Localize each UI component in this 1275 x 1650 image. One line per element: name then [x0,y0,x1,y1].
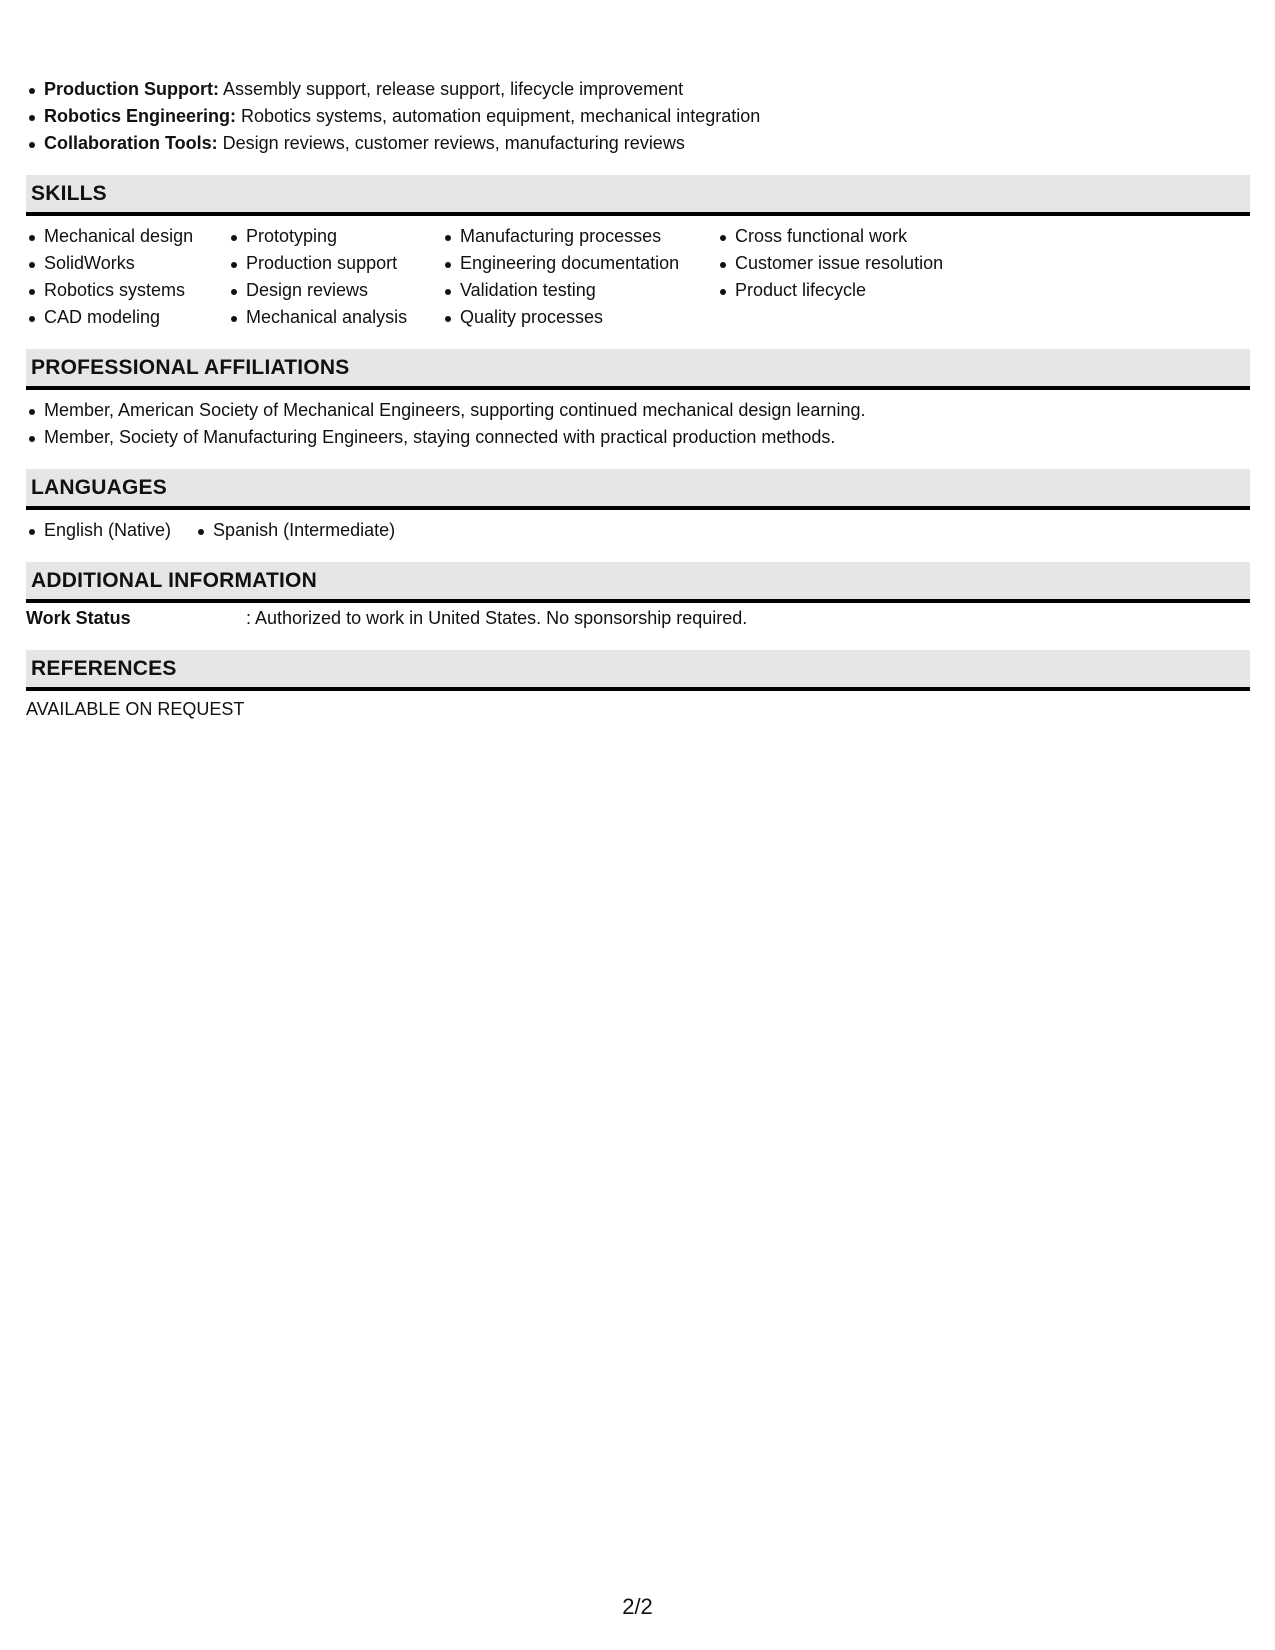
references-text: AVAILABLE ON REQUEST [26,699,245,719]
list-item [26,76,1250,103]
bullet-label: Collaboration Tools: [44,133,218,153]
list-item: Member, American Society of Mechanical Engineers, supporting continued mechanical design learning. [26,397,1250,424]
skills-column [26,223,228,331]
list-item: Customer issue resolution [717,250,1017,277]
list-item: Robotics systems [26,277,228,304]
list-item: Member, Society of Manufacturing Engineers, staying connected with practical production methods. [26,424,1250,451]
list-item: Engineering documentation [442,250,717,277]
skills-grid [26,216,1250,331]
skills-column [717,223,1017,331]
intro-bullet-list [26,76,1250,157]
list-item: Prototyping [228,223,442,250]
list-item: Cross functional work [717,223,1017,250]
bullet-text: Design reviews, customer reviews, manufacturing reviews [217,133,685,153]
list-item: Mechanical design [26,223,228,250]
list-item: CAD modeling [26,304,228,331]
list-item: Mechanical analysis [228,304,442,331]
skills-column [442,223,717,331]
languages-section-title: LANGUAGES [26,469,1250,510]
list-item: Product lifecycle [717,277,1017,304]
page-number: 2/2 [622,1594,653,1619]
bullet-label: Production Support: [44,79,219,99]
resume-page [26,76,1250,723]
work-status-row [26,603,1250,632]
affiliations-list [26,390,1250,451]
additional-info-section-title: ADDITIONAL INFORMATION [26,562,1250,603]
references-section-title: REFERENCES [26,650,1250,691]
list-item: SolidWorks [26,250,228,277]
list-item: Manufacturing processes [442,223,717,250]
list-item: Spanish (Intermediate) [195,517,395,544]
work-status-label: Work Status [26,608,131,628]
skills-column [228,223,442,331]
list-item: English (Native) [26,517,171,544]
bullet-text: Robotics systems, automation equipment, mechanical integration [236,106,761,126]
bullet-label: Robotics Engineering: [44,106,237,126]
list-item: Quality processes [442,304,717,331]
list-item: Validation testing [442,277,717,304]
affiliations-section-title: PROFESSIONAL AFFILIATIONS [26,349,1250,390]
list-item: Design reviews [228,277,442,304]
list-item: Production support [228,250,442,277]
skills-section-title: SKILLS [26,175,1250,216]
work-status-value: : Authorized to work in United States. No sponsorship required. [246,608,748,628]
list-item [26,103,1250,130]
bullet-text: Assembly support, release support, lifecycle improvement [218,79,684,99]
list-item [26,130,1250,157]
languages-list [26,510,1250,544]
